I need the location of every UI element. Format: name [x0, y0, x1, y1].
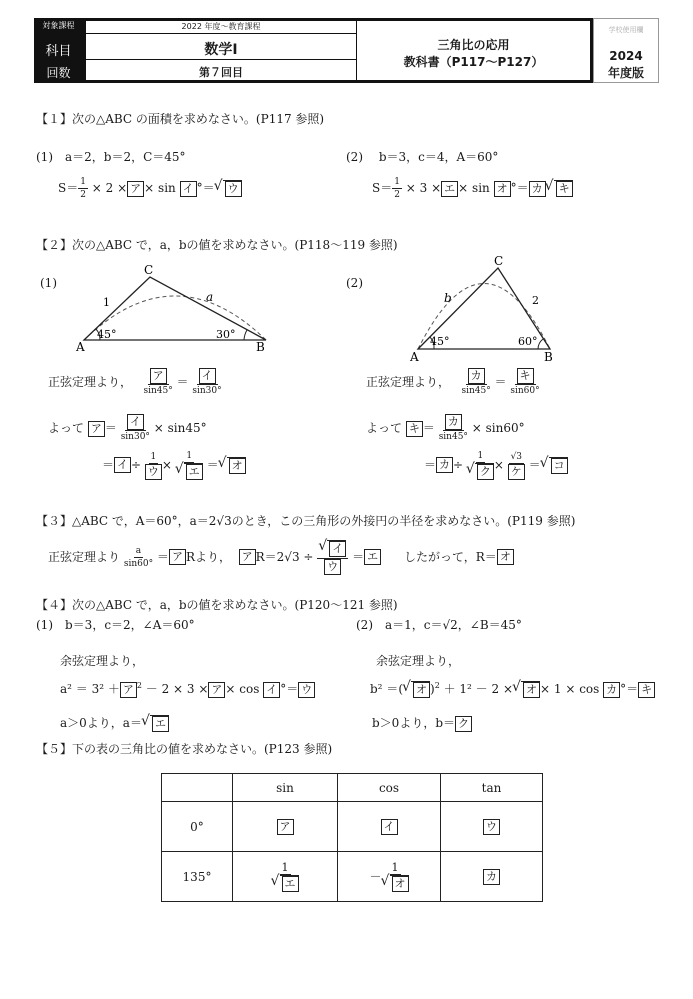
q4-p1-answer: a＞0より，a＝√ エ [60, 714, 169, 732]
q3-heading: 【３】△ABC で，A＝60°，a＝2√3のとき，この三角形の外接円の半径を求めなさい。(P119 参照) [36, 514, 576, 528]
answer-box[interactable]: イ [180, 181, 197, 197]
answer-box[interactable]: イ [329, 541, 346, 557]
table-header-cell: cos [338, 774, 441, 802]
answer-box[interactable]: ア [169, 549, 186, 565]
textbook-pages: 教科書（P117～P127） [403, 55, 544, 69]
q3-solution: 正弦定理より $\frac{a}{\sin 60^\circ}$ ＝ ア Rより， ア R＝2√3 ÷ √ $\frac{\text{イ}}{\text{ウ}}$ ＝ エ したがって，R＝ オ [48, 540, 514, 575]
answer-box[interactable]: イ [199, 368, 216, 384]
vertex-a: A [410, 350, 419, 364]
side-ac-label: b [444, 291, 452, 305]
answer-box[interactable]: キ [638, 682, 655, 698]
edition: 年度版 [607, 66, 644, 80]
answer-box[interactable]: イ [381, 819, 398, 835]
unit-title: 三角比の応用 [437, 38, 510, 52]
answer-box[interactable]: カ [529, 181, 546, 197]
answer-box[interactable]: オ [229, 458, 246, 474]
answer-box[interactable]: ア [120, 682, 137, 698]
answer-box[interactable]: イ [263, 682, 280, 698]
q4-p1-equation: a² ＝ 3² ＋ ア $^2$ － 2 × 3 × ア × cos イ °＝ ウ [60, 680, 315, 698]
answer-box[interactable]: カ [436, 457, 453, 473]
answer-box[interactable]: オ [413, 682, 430, 698]
divider [86, 59, 356, 60]
row-label: 0° [162, 802, 233, 852]
answer-box[interactable]: ア [150, 368, 167, 384]
answer-box[interactable]: カ [445, 414, 462, 430]
answer-box[interactable]: ア [277, 819, 294, 835]
angle-b-label: 30° [216, 328, 236, 341]
q2-fig1-number: (1) [40, 276, 57, 290]
school-use-label: 学校使用欄 [608, 26, 644, 34]
q2-p2-sine-rule: 正弦定理より， $\frac{\text{カ}}{\sin 45^\circ}$ ＝ $\frac{\text{キ}}{\sin 60^\circ}$ [366, 369, 540, 396]
triangle-figure-1 [70, 262, 280, 354]
answer-box[interactable]: コ [551, 458, 568, 474]
q2-p1-therefore: よって ア ＝ $\frac{\text{イ}}{\sin 30^\circ}$ × sin45° [48, 415, 207, 442]
triangle-figure-2 [406, 252, 562, 364]
course-label: 2022 年度～教育課程 [86, 21, 356, 34]
answer-box[interactable]: ケ [508, 464, 525, 480]
year: 2024 [609, 49, 643, 63]
row-label: 135° [162, 852, 233, 902]
side-ac-label: 1 [103, 296, 110, 309]
answer-box[interactable]: オ [523, 682, 540, 698]
q2-p1-result: ＝ イ ÷ $\frac{1}{\text{ウ}}$ × 1 √ エ ＝√ オ [102, 450, 246, 481]
table-header-cell: sin [233, 774, 338, 802]
answer-box[interactable]: イ [127, 414, 144, 430]
answer-box[interactable]: エ [186, 464, 203, 480]
q1-p2-formula: S＝ $\frac{1}{2}$ × 3 × エ × sin オ °＝ カ√ キ [372, 176, 573, 201]
q4-p1-cosine-rule: 余弦定理より， [60, 654, 145, 668]
answer-box[interactable]: ウ [324, 559, 341, 575]
table-header-cell: tan [441, 774, 543, 802]
q4-p1-condition: (1) b＝3，c＝2，∠A＝60° [36, 618, 195, 632]
table-row [162, 802, 543, 852]
q5-heading: 【５】下の表の三角比の値を求めなさい。(P123 参照) [36, 742, 333, 756]
q2-p1-sine-rule: 正弦定理より， $\frac{\text{ア}}{\sin 45^\circ}$ ＝ $\frac{\text{イ}}{\sin 30^\circ}$ [48, 369, 222, 396]
answer-box[interactable]: カ [483, 869, 500, 885]
q2-heading: 【２】次の△ABC で，a，bの値を求めなさい。(P118～119 参照) [36, 238, 398, 252]
subject-name: 数学Ⅰ [204, 42, 238, 58]
answer-box[interactable]: キ [517, 368, 534, 384]
q1-p1-formula: S＝ $\frac{1}{2}$ × 2 × ア × sin イ °＝√ ウ [58, 176, 242, 201]
header-box [83, 18, 593, 83]
table-row: 135° 1 √ エ － 1 √ オ カ [162, 852, 543, 902]
answer-box[interactable]: ア [208, 682, 225, 698]
answer-box[interactable]: エ [282, 876, 299, 892]
answer-box[interactable]: ア [239, 549, 256, 565]
answer-box[interactable]: キ [556, 181, 573, 197]
q1-heading: 【１】次の△ABC の面積を求めなさい。(P117 参照) [36, 112, 325, 126]
vertex-b: B [544, 350, 553, 364]
session-label: 回数 [46, 66, 71, 80]
q2-fig2-number: (2) [346, 276, 363, 290]
answer-box[interactable]: ア [88, 421, 105, 437]
angle-b-label: 60° [518, 335, 538, 348]
answer-box[interactable]: カ [603, 682, 620, 698]
answer-box[interactable]: エ [364, 549, 381, 565]
answer-box[interactable]: オ [494, 181, 511, 197]
side-bc-label: 2 [532, 294, 539, 307]
q4-p2-answer: b＞0より，b＝ ク [372, 714, 472, 732]
answer-box[interactable]: カ [468, 368, 485, 384]
answer-box[interactable]: ウ [298, 682, 315, 698]
answer-box[interactable]: ア [127, 181, 144, 197]
subject-small-label: 対象課程 [42, 21, 75, 30]
q4-p2-equation: b² ＝(√ オ )$^2$ ＋ 1² － 2 ×√ オ × 1 × cos カ °＝ キ [370, 680, 655, 698]
q4-p2-condition: (2) a＝1，c＝√2，∠B＝45° [356, 618, 522, 632]
angle-a-label: 45° [97, 328, 117, 341]
answer-box[interactable]: エ [152, 716, 169, 732]
school-use-box [593, 18, 659, 83]
vertex-c: C [494, 254, 504, 268]
answer-box[interactable]: キ [406, 421, 423, 437]
side-bc-label: a [206, 290, 214, 304]
vertex-c: C [144, 263, 154, 277]
answer-box[interactable]: ウ [483, 819, 500, 835]
answer-box[interactable]: ウ [145, 464, 162, 480]
answer-box[interactable]: イ [114, 457, 131, 473]
answer-box[interactable]: オ [392, 876, 409, 892]
q1-p1-condition: (1) a＝2，b＝2，C＝45° [36, 150, 186, 164]
answer-box[interactable]: ク [477, 464, 494, 480]
header-labels [34, 18, 83, 83]
answer-box[interactable]: ウ [225, 181, 242, 197]
answer-box[interactable]: エ [441, 181, 458, 197]
angle-a-label: 45° [430, 335, 450, 348]
table-header-cell [162, 774, 233, 802]
vertex-b: B [256, 340, 265, 354]
session-name: 第７回目 [199, 66, 243, 79]
q4-heading: 【４】次の△ABC で，a，bの値を求めなさい。(P120～121 参照) [36, 598, 398, 612]
q4-p2-cosine-rule: 余弦定理より， [376, 654, 461, 668]
subject-label: 科目 [45, 44, 72, 59]
trig-table [161, 773, 543, 902]
vertex-a: A [76, 340, 85, 354]
q2-p2-result: ＝ カ ÷ 1 √ ク × $\frac{√3}{\text{ケ}}$ ＝√ コ [424, 450, 568, 481]
q1-p2-condition: (2) b＝3，c＝4，A＝60° [346, 150, 499, 164]
q2-p2-therefore: よって キ ＝ $\frac{\text{カ}}{\sin 45^\circ}$ × sin60° [366, 415, 525, 442]
answer-box[interactable]: オ [497, 549, 514, 565]
answer-box[interactable]: ク [455, 716, 472, 732]
